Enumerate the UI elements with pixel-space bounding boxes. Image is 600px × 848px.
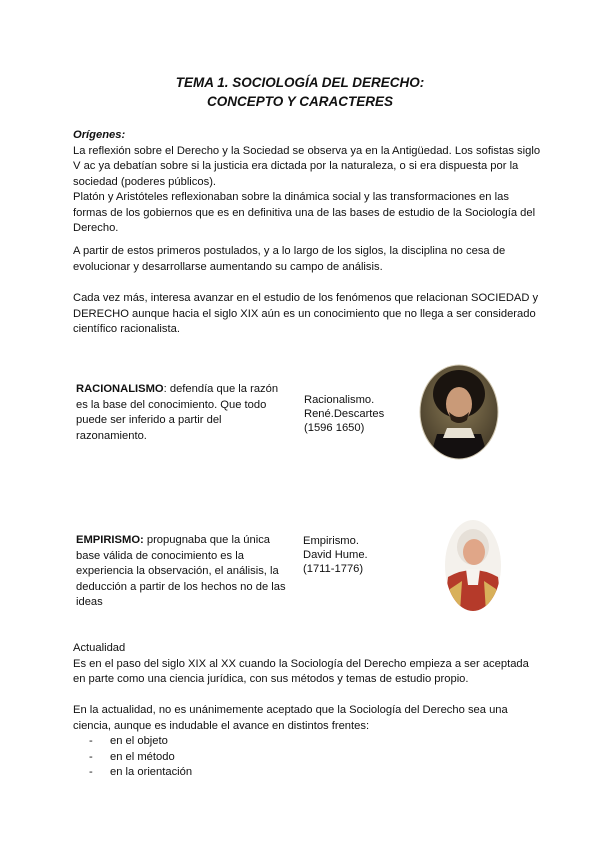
empiricism-caption xyxy=(303,534,368,576)
origins-paragraph-4: Cada vez más, interesa avanzar en el estudio de los fenómenos que relacionan SOCIEDAD y DERECHO aunque hacia el siglo XIX aún es un conocimiento que no llega a ser considerado científico racionalista. xyxy=(73,292,539,335)
origins-section xyxy=(73,128,543,237)
origins-paragraph-2: Platón y Aristóteles reflexionaban sobre la dinámica social y las transformaciones en las formas de los gobiernos que es en definitiva una de las bases de estudio de la Sociología del Derecho. xyxy=(73,191,536,234)
current-paragraph-1: Es en el paso del siglo XIX al XX cuando la Sociología del Derecho empieza a ser aceptada en parte como una ciencia jurídica, con sus métodos y temas de estudio propio. xyxy=(73,657,529,685)
rationalism-caption xyxy=(304,393,384,435)
empiricism-caption-line-1: Empirismo. xyxy=(303,535,359,547)
empiricism-text: propugnaba que la única base válida de conocimiento es la experiencia la observación, el análisis, la deducción a partir de los hechos no de las ideas xyxy=(76,534,286,608)
current-paragraph-2: En la actualidad, no es unánimemente aceptado que la Sociología del Derecho sea una ciencia, aunque es indudable el avance en distintos frentes: xyxy=(73,704,508,732)
empiricism-caption-line-2: David Hume. xyxy=(303,549,368,561)
rationalism-caption-line-1: Racionalismo. xyxy=(304,394,375,406)
empiricism-description xyxy=(76,533,291,611)
rationalism-caption-line-2: René.Descartes xyxy=(304,408,385,420)
title-line-2: CONCEPTO Y CARACTERES xyxy=(206,94,394,109)
fronts-list xyxy=(73,734,543,781)
list-item: - en el objeto xyxy=(73,734,543,750)
hume-portrait-image xyxy=(444,519,502,612)
origins-heading: Orígenes: xyxy=(73,129,126,141)
origins-paragraph-3: A partir de estos primeros postulados, y a lo largo de los siglos, la disciplina no cesa de evolucionar y desarrollarse aumentando su campo de análisis. xyxy=(73,245,506,273)
science-paragraph-block xyxy=(73,291,543,338)
document-title xyxy=(0,73,600,111)
current-heading: Actualidad xyxy=(73,642,126,654)
current-science-block xyxy=(73,703,543,781)
rationalism-description xyxy=(76,382,281,444)
descartes-portrait-image xyxy=(419,364,499,460)
list-item: - en el método xyxy=(73,750,543,766)
evolution-paragraph-block xyxy=(73,244,543,275)
empiricism-caption-line-3: (1711-1776) xyxy=(303,563,364,575)
rationalism-text: : defendía que la razón es la base del conocimiento. Que todo puede ser inferido a partir del razonamiento. xyxy=(76,383,279,442)
list-item: - en la orientación xyxy=(73,765,543,781)
empiricism-term: EMPIRISMO: xyxy=(76,534,144,546)
rationalism-caption-line-3: (1596 1650) xyxy=(304,422,365,434)
origins-paragraph-1: La reflexión sobre el Derecho y la Sociedad se observa ya en la Antigüedad. Los sofistas siglo V ac ya debatían sobre si la justicia era dictada por la naturaleza, o si era dispuesta por la sociedad (poderes públicos). xyxy=(73,144,541,188)
current-section xyxy=(73,641,543,688)
title-line-1: TEMA 1. SOCIOLOGÍA DEL DERECHO: xyxy=(175,75,425,90)
rationalism-term: RACIONALISMO xyxy=(76,383,164,395)
